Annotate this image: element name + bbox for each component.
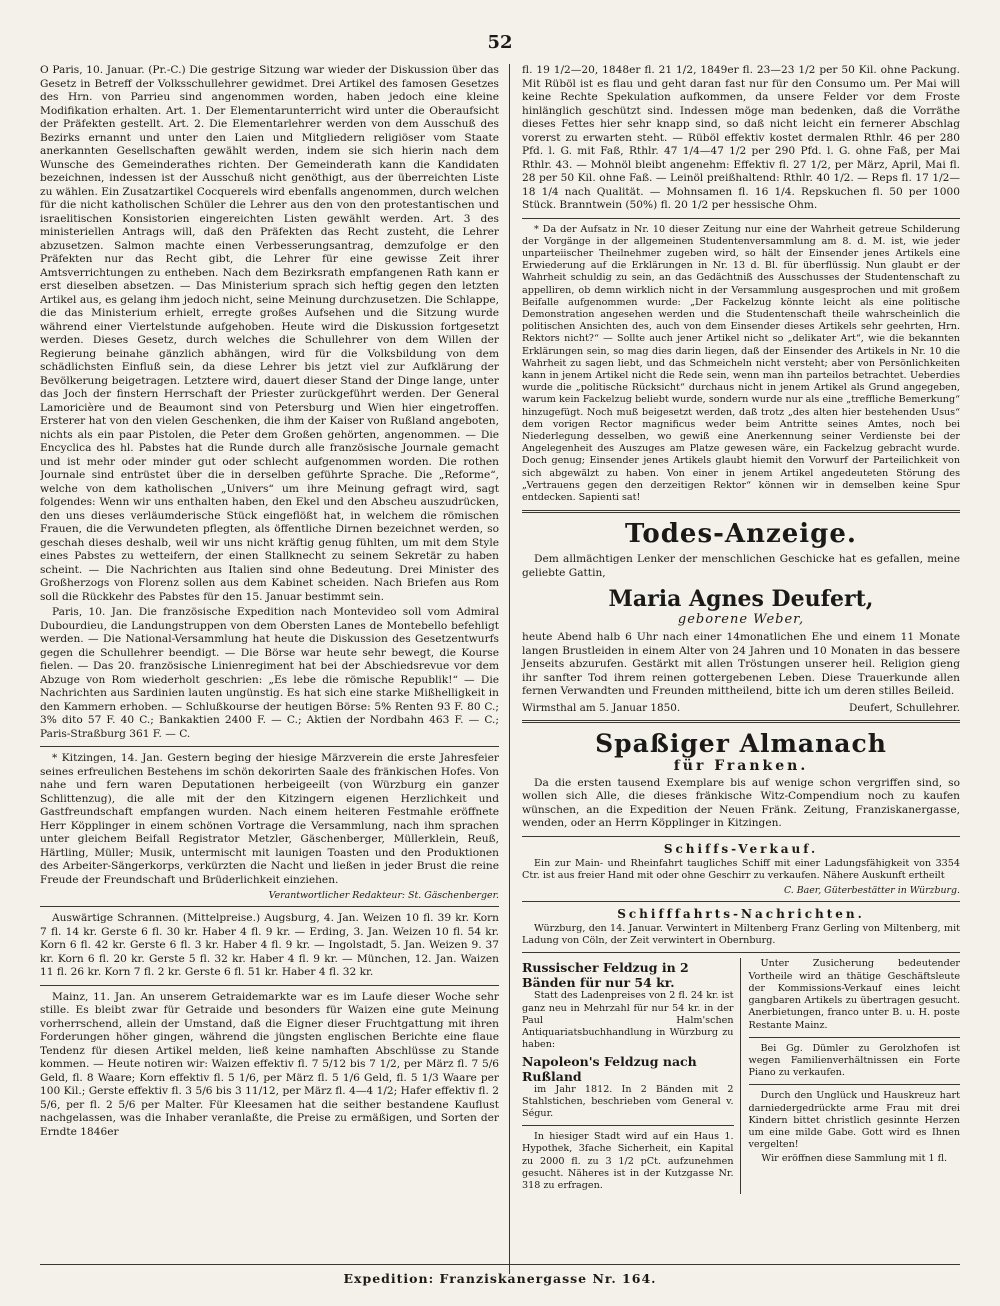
left-column xyxy=(40,64,510,1274)
article-paris-2: Paris, 10. Jan. Die französische Expedition nach Montevideo soll vom Admiral Dubourdieu, die Landungstruppen von dem Obersten Lanes de Montebello befehligt werden. — Die National-Versammlung hat heute die Diskussion des Gesetzentwurfs gegen die Schullehrer beendigt. — Die Börse war heute sehr bewegt, die Kourse fielen. — Das 20. französische Linienregiment hat bei der Abschiedsrevue vor dem Abzuge von Rom wiederholt geschrien: „Es lebe die römische Republik!“ — Die Nachrichten aus Sardinien lauten ungünstig. Es hat sich eine starke Mißhelligkeit in den Kammern erhoben. — Schlußkourse der heutigen Börse: 5% Renten 93 F. 80 C.; 3% dito 57 F. 40 C.; Bankaktien 2400 F. — C.; Aktien der Nordbahn 463 F. — C.; Paris-Straßburg 361 F. — C. xyxy=(40,606,499,740)
article-paris-1: O Paris, 10. Januar. (Pr.-C.) Die gestrige Sitzung war wieder der Diskussion über das Gesetz in Betreff der Volksschullehrer gewidmet. Drei Artikel des famosen Gesetzes des Hrn. von Parrieu sind angenommen worden, haben jedoch eine kleine Modifikation erhalten. Art. 1. Der Elementarunterricht wird unter die Oberaufsicht der Präfekten gestellt. Art. 2. Die Elementarlehrer werden von dem Ausschuß des Bezirks ernannt und unter den Laien und Mitgliedern religiöser vom Staate anerkannten Gesellschaften gewählt werden, indem sie sich hierin nach dem Wunsche des Gemeinderathes richten. Der Gemeinderath kann die Kandidaten bezeichnen, indessen ist der Ausschuß nicht genöthigt, aus der überreichten Liste zu wählen. Ein Zusatzartikel Cocquerels wird ebenfalls angenommen, durch welchen für die nicht katholischen Schüler die Lehrer aus den von den protestantischen und israelitischen Konsistorien eingereichten Listen gewählt werden. Art. 3 des ministeriellen Antrags will, daß den Präfekten das Recht zusteht, die Lehrer abzusetzen. Salmon machte einen Verbesserungsantrag, demzufolge er den Präfekten nur das Recht gibt, die Lehrer für eine gewisse Zeit ihrer Amtsverrichtungen zu entheben. Nach dem Bezirksrath empfangenen Rath kann er erst dieselben absetzen. — Das Ministerium sprach sich heftig gegen den letzten Artikel aus, es gelang ihm jedoch nicht, seine Meinung durchzusetzen. Die Schlappe, die das Ministerium erhielt, erregte großes Aufsehen und die Sitzung wurde während einer Viertelstunde aufgehoben. Heute wird die Diskussion fortgesetzt werden. Dieses Gesetz, durch welches die Schullehrer von dem Willen der Regierung beinahe gänzlich abhängen, wird für die Volksbildung von dem schädlichsten Einfluß sein, da diese Lehrer bis jetzt viel zur Aufklärung der Bevölkerung beigetragen. Letztere wird, dauert dieser Stand der Dinge lange, unter das Joch der finstern Herrschaft der Priester zurückgeführt werden. Der General Lamoricière und de Beaumont sind von Petersburg und Wien hier eingetroffen. Ersterer hat von den vielen Geschenken, die ihm der Kaiser von Rußland angeboten, nichts als ein paar Pistolen, die Peter dem Großen gehörten, angenommen. — Die Encyclica des hl. Pabstes hat die Runde durch alle französische Journale gemacht und ist mehr oder minder gut oder schlecht aufgenommen worden. Die rothen Journale sind entrüstet über die in derselben geführte Sprache. Die „Reforme“, welche von dem katholischen „Univers“ um ihre Meinung gefragt wird, sagt folgendes: Wenn wir uns enthalten haben, den Ekel und den Abscheu auszudrücken, den uns dieses verläumderische Stück eingeflößt hat, in welchem die römischen Frauen, die die Verwundeten pflegten, als öffentliche Dirnen bezeichnet werden, so geschah dieses deshalb, weil wir uns nicht kräftig genug fühlten, um mit dem Style eines Pabstes zu wetteifern, der einen Stallknecht zu seinem Sekretär zu haben scheint. — Die Nachrichten aus Italien sind ohne Bedeutung. Drei Minister des Großherzogs von Florenz sollen aus dem Kabinet scheiden. Nach Briefen aus Rom soll die Rückkehr des Pabstes für den 15. Januar bestimmt sein. xyxy=(40,64,499,603)
shipping-news xyxy=(522,907,960,947)
article-mainz: Mainz, 11. Jan. An unserem Getraidemarkte war es im Laufe dieser Woche sehr stille. Es bleibt zwar für Getraide und besonders für Waizen eine gute Meinung vorherrschend, allein der Umstand, daß die Eigner dieser Fruchtgattung mit ihren Forderungen höher gingen, während die jüngsten englischen Berichte eine flaue Tendenz für diesen Artikel melden, ließ keine namhaften Abschlüsse zu Stande kommen. — Heute notiren wir: Waizen effektiv fl. 7 5/12 bis 7 1/2, per März fl. 7 5/6 Geld, fl. 8 Waare; Korn effektiv fl. 5 1/6, per März fl. 5 1/6 Geld, fl. 5 1/3 Waare per 100 Kil.; Gerste effektiv fl. 3 5/6 bis 3 11/12, per März fl. 4—4 1/2; Hafer effektiv fl. 2 5/6, per fl. 2 5/6 per Malter. Für Kleesamen hat die seither bestandene Kauflust nachgelassen, was die Inhaber veranlaßte, die Preise zu ermäßigen, und Sorten der Erndte 1846er xyxy=(40,990,499,1138)
death-notice-signer: Deufert, Schullehrer. xyxy=(849,701,960,714)
divider xyxy=(40,906,499,907)
divider xyxy=(749,1037,961,1038)
mortgage-ad: In hiesiger Stadt wird auf ein Haus 1. Hypothek, 3fache Sicherheit, ein Kapital zu 2000 fl. zu 3 1/2 pCt. aufzunehmen gesucht. Näheres ist in der Kutzgasse Nr. 318 zu erfragen. xyxy=(522,1131,734,1191)
piano-ad: Bei Gg. Dümler zu Gerolzhofen ist wegen Familienverhältnissen ein Forte Piano zu verkaufen. xyxy=(748,1042,960,1079)
charity-ad: Durch den Unglück und Hauskreuz hart darniedergedrückte arme Frau mit drei Kindern bittet christlich gesinnte Herzen um eine milde Gabe. Gott wird es Ihnen vergelten! xyxy=(748,1090,960,1151)
book-ad-body: Statt des Ladenpreises von 2 fl. 24 kr. ist ganz neu in Mehrzahl für nur 54 kr. in der Paul Halm'schen Antiquariatsbuchhandlung in Würzburg zu haben: xyxy=(522,990,734,1051)
divider xyxy=(522,901,960,902)
note-block xyxy=(522,224,960,505)
death-notice-place: Wirmsthal am 5. Januar 1850. xyxy=(522,701,681,714)
expedition-footer: Expedition: Franziskanergasse Nr. 164. xyxy=(40,1264,960,1286)
article-schrannen: Auswärtige Schrannen. (Mittelpreise.) Augsburg, 4. Jan. Weizen 10 fl. 39 kr. Korn 7 fl. 14 kr. Gerste 6 fl. 30 kr. Haber 4 fl. 9 kr. — Erding, 3. Jan. Weizen 10 fl. 54 kr. Korn 6 fl. 42 kr. Gerste 6 fl. 3 kr. Haber 4 fl. 9 kr. — Ingolstadt, 5. Jan. Weizen 9. 37 kr. Korn 6 fl. 20 kr. Gerste 5 fl. 32 kr. Haber 4 fl. 9 kr. — München, 12. Jan. Waizen 11 fl. 26 kr. Korn 7 fl. 2 kr. Gerste 6 fl. 51 kr. Haber 4 fl. 32 kr. xyxy=(40,912,499,978)
death-notice-heading: Todes-Anzeige. xyxy=(625,519,857,550)
divider xyxy=(522,836,960,837)
divider xyxy=(522,952,960,953)
ship-sale-ad xyxy=(522,842,960,896)
classifieds-right xyxy=(749,958,961,1194)
classifieds-left xyxy=(522,958,741,1194)
classifieds-grid xyxy=(522,958,960,1194)
imprint: Verantwortlicher Redakteur: St. Gäschenberger. xyxy=(268,890,499,901)
shipping-news-heading: Schifffahrts-Nachrichten. xyxy=(617,907,865,922)
almanach-ad xyxy=(522,729,960,831)
charity-ad-note: Wir eröffnen diese Sammlung mit 1 fl. xyxy=(761,1153,948,1165)
divider xyxy=(522,720,960,723)
ship-sale-heading: Schiffs-Verkauf. xyxy=(663,841,819,856)
divider xyxy=(749,1084,961,1085)
article-market-continued: fl. 19 1/2—20, 1848er fl. 21 1/2, 1849er fl. 23—23 1/2 per 50 Kil. ohne Packung. Mit Rüböl ist es flau und geht daran fast nur für den Consumo um. Per Mai will keine Rechte Spekulation aufkommen, da unsere Felder vor dem Froste hinlänglich geschützt sind. Indessen möge man bedenken, daß die Vorräthe dieses Fettes hier sehr knapp sind, so daß nicht leicht ein fernerer Abschlag vorerst zu erwarten steht. — Rüböl effektiv kostet dermalen Rthlr. 46 per 280 Pfd. l. G. mit Faß, Rthlr. 47 1/4—47 1/2 per 290 Pfd. l. G. ohne Faß, per Mai Rthlr. 43. — Mohnöl bleibt angenehm: Effektiv fl. 27 1/2, per März, April, Mai fl. 28 per 50 Kil. ohne Faß. — Leinöl preißhaltend: Rthlr. 40 1/2. — Reps fl. 17 1/2—18 1/4 nach Qualität. — Mohnsamen fl. 16 1/4. Repskuchen fl. 50 per 1000 Stück. Branntwein (50%) fl. 20 1/2 per hessische Ohm. xyxy=(522,64,960,211)
almanach-subheading: für Franken. xyxy=(673,757,809,774)
almanach-body: Da die ersten tausend Exemplare bis auf wenige schon vergriffen sind, so wollen sich Alle, die dieses fränkische Witz-Compendium noch zu kaufen wünschen, an die Expedition der Neuen Fränk. Zeitung, Franziskanergasse, wenden, oder an Herrn Köpplinger in Kitzingen. xyxy=(522,776,960,830)
divider xyxy=(522,510,960,513)
book-ad-body-2: im Jahr 1812. In 2 Bänden mit 2 Stahlstichen, beschrieben vom General v. Ségur. xyxy=(522,1083,734,1119)
almanach-heading: Spaßiger Almanach xyxy=(595,728,887,758)
article-kitzingen: * Kitzingen, 14. Jan. Gestern beging der hiesige Märzverein die erste Jahresfeier seines erfreulichen Bestehens im schön dekorirten Saale des fränkischen Hofes. Von nahe und fern waren Deputationen herbeigeeilt (von Würzburg ein ganzer Schlittenzug), die alle mit der den Kitzingern eigenen Herzlichkeit und Gastfreundschaft empfangen wurden. Nach einem heiteren Festmahle eröffnete Herr Köpplinger in einem schönen Vortrage die Versammlung, nach ihm sprachen unter gleichem Beifall Registrator Metzler, Gäschenberger, Müllerklein, Reuß, Härtling, Müller; Musik, untermischt mit launigen Toasten und den Produktionen des Arbeiter-Sängerkorps, verkürzten die Nacht und ließen in jeder Brust die reine Freude der Freundschaft und Brüderlichkeit einziehen. xyxy=(40,752,499,886)
divider xyxy=(40,985,499,986)
book-ad-title: Russischer Feldzug in 2 Bänden für nur 54 kr. xyxy=(522,960,689,991)
death-notice-body: heute Abend halb 6 Uhr nach einer 14monatlichen Ehe und einem 11 Monate langen Brustleiden in einem Alter von 24 Jahren und 10 Monaten in das bessere Jenseits abzurufen. Gestärkt mit allen Tröstungen unserer heil. Religion gieng ihr sanfter Tod ihrem reinen gottergebenen Leben. Diese Trauerkunde allen fernen Verwandten und Freunden mittheilend, bitte ich um deren stilles Beileid. xyxy=(522,631,960,698)
commission-ad: Unter Zusicherung bedeutender Vortheile wird an thätige Geschäftsleute der Kommissions-Verkauf eines leicht gangbaren Artikels zu übertragen gesucht. Anerbietungen, franco unter B. u. H. poste Restante Mainz. xyxy=(748,958,960,1031)
divider xyxy=(522,1125,734,1126)
death-notice-born: geborene Weber, xyxy=(677,612,805,628)
divider xyxy=(522,218,960,219)
death-notice-signature xyxy=(522,702,960,714)
death-notice-intro: Dem allmächtigen Lenker der menschlichen Geschicke hat es gefallen, meine geliebte Gattin, xyxy=(522,553,960,579)
article-note: * Da der Aufsatz in Nr. 10 dieser Zeitung nur eine der Wahrheit getreue Schilderung der Vorgänge in der allgemeinen Studentenversammlung am 8. d. M. ist, wie jeder unparteiischer Theilnehmer zugeben wird, so hält der Einsender jenes Artikels eine Erwiederung auf die Erklärungen in Nr. 13 d. Bl. für überflüssig. Nun glaubt er der Wahrheit schuldig zu sein, an das Gedächtniß des Ausschusses der Studentenschaft zu appelliren, ob demn wirklich nicht in der Versammlung ausgesprochen und mit großem Beifalle aufgenommen wurde: „Der Fackelzug könnte leicht als eine politische Demonstration angesehen werden und die Studentenschaft theile wahrscheinlich die politischen Ansichten des, auch von dem Einsender dieses Artikels sehr geehrten, Hrn. Rektors nicht?“ — Sollte auch jener Artikel nicht so „delikater Art“, wie die bekannten Erklärungen sein, so mag dies darin liegen, daß der Einsender des Artikels in Nr. 10 die Wahrheit zu sagen liebt, und das Schmeicheln nicht versteht; aber von Persönlichkeiten kann in jenem Artikel nicht die Rede sein, wenn man ihn parteilos betrachtet. Ueberdies wurde die „politische Rücksicht“ durchaus nicht in jenem Artikel als Grund angegeben, warum kein Fackelzug beliebt wurde, sondern wurde nur als eine „treffliche Bemerkung“ hinzugefügt. Noch muß beigesetzt werden, daß trotz „des alten hier bestehenden Usus“ dem vorigen Rector magnificus weder beim Antritte seines Amtes, noch bei Niederlegung desselben, wo gewiß eine Anerkennung seiner Verdienste bei der Angelegenheit des Auszuges am Platze gewesen wäre, ein Fackelzug gebracht wurde. Doch genug; Einsender jenes Artikels glaubt hiemit den Vorwurf der Parteilichkeit von sich abgewälzt zu haben. Von einer in jenem Artikel angedeuteten Störung des „Vertrauens gegen den derzeitigen Rektor“ können wir in demselben keine Spur entdecken. Sapienti sat! xyxy=(522,223,960,503)
page-number: 52 xyxy=(487,32,513,53)
columns xyxy=(40,64,960,1274)
death-notice-name: Maria Agnes Deufert, xyxy=(608,586,874,613)
ship-sale-body: Ein zur Main- und Rheinfahrt taugliches Schiff mit einer Ladungsfähigkeit von 3354 Ctr. ist aus freier Hand mit oder ohne Geschirr zu verkaufen. Nähere Auskunft ertheilt xyxy=(522,857,960,881)
right-column xyxy=(510,64,960,1274)
shipping-news-body: Würzburg, den 14. Januar. Verwintert in Miltenberg Franz Gerling von Miltenberg, mit Ladung von Cöln, der Zeit verwintert in Obernburg. xyxy=(522,923,960,947)
death-notice xyxy=(522,519,960,714)
book-ad-title-2: Napoleon's Feldzug nach Rußland xyxy=(522,1053,697,1084)
divider xyxy=(40,746,499,747)
ship-sale-signer: C. Baer, Güterbestätter in Würzburg. xyxy=(783,885,960,897)
